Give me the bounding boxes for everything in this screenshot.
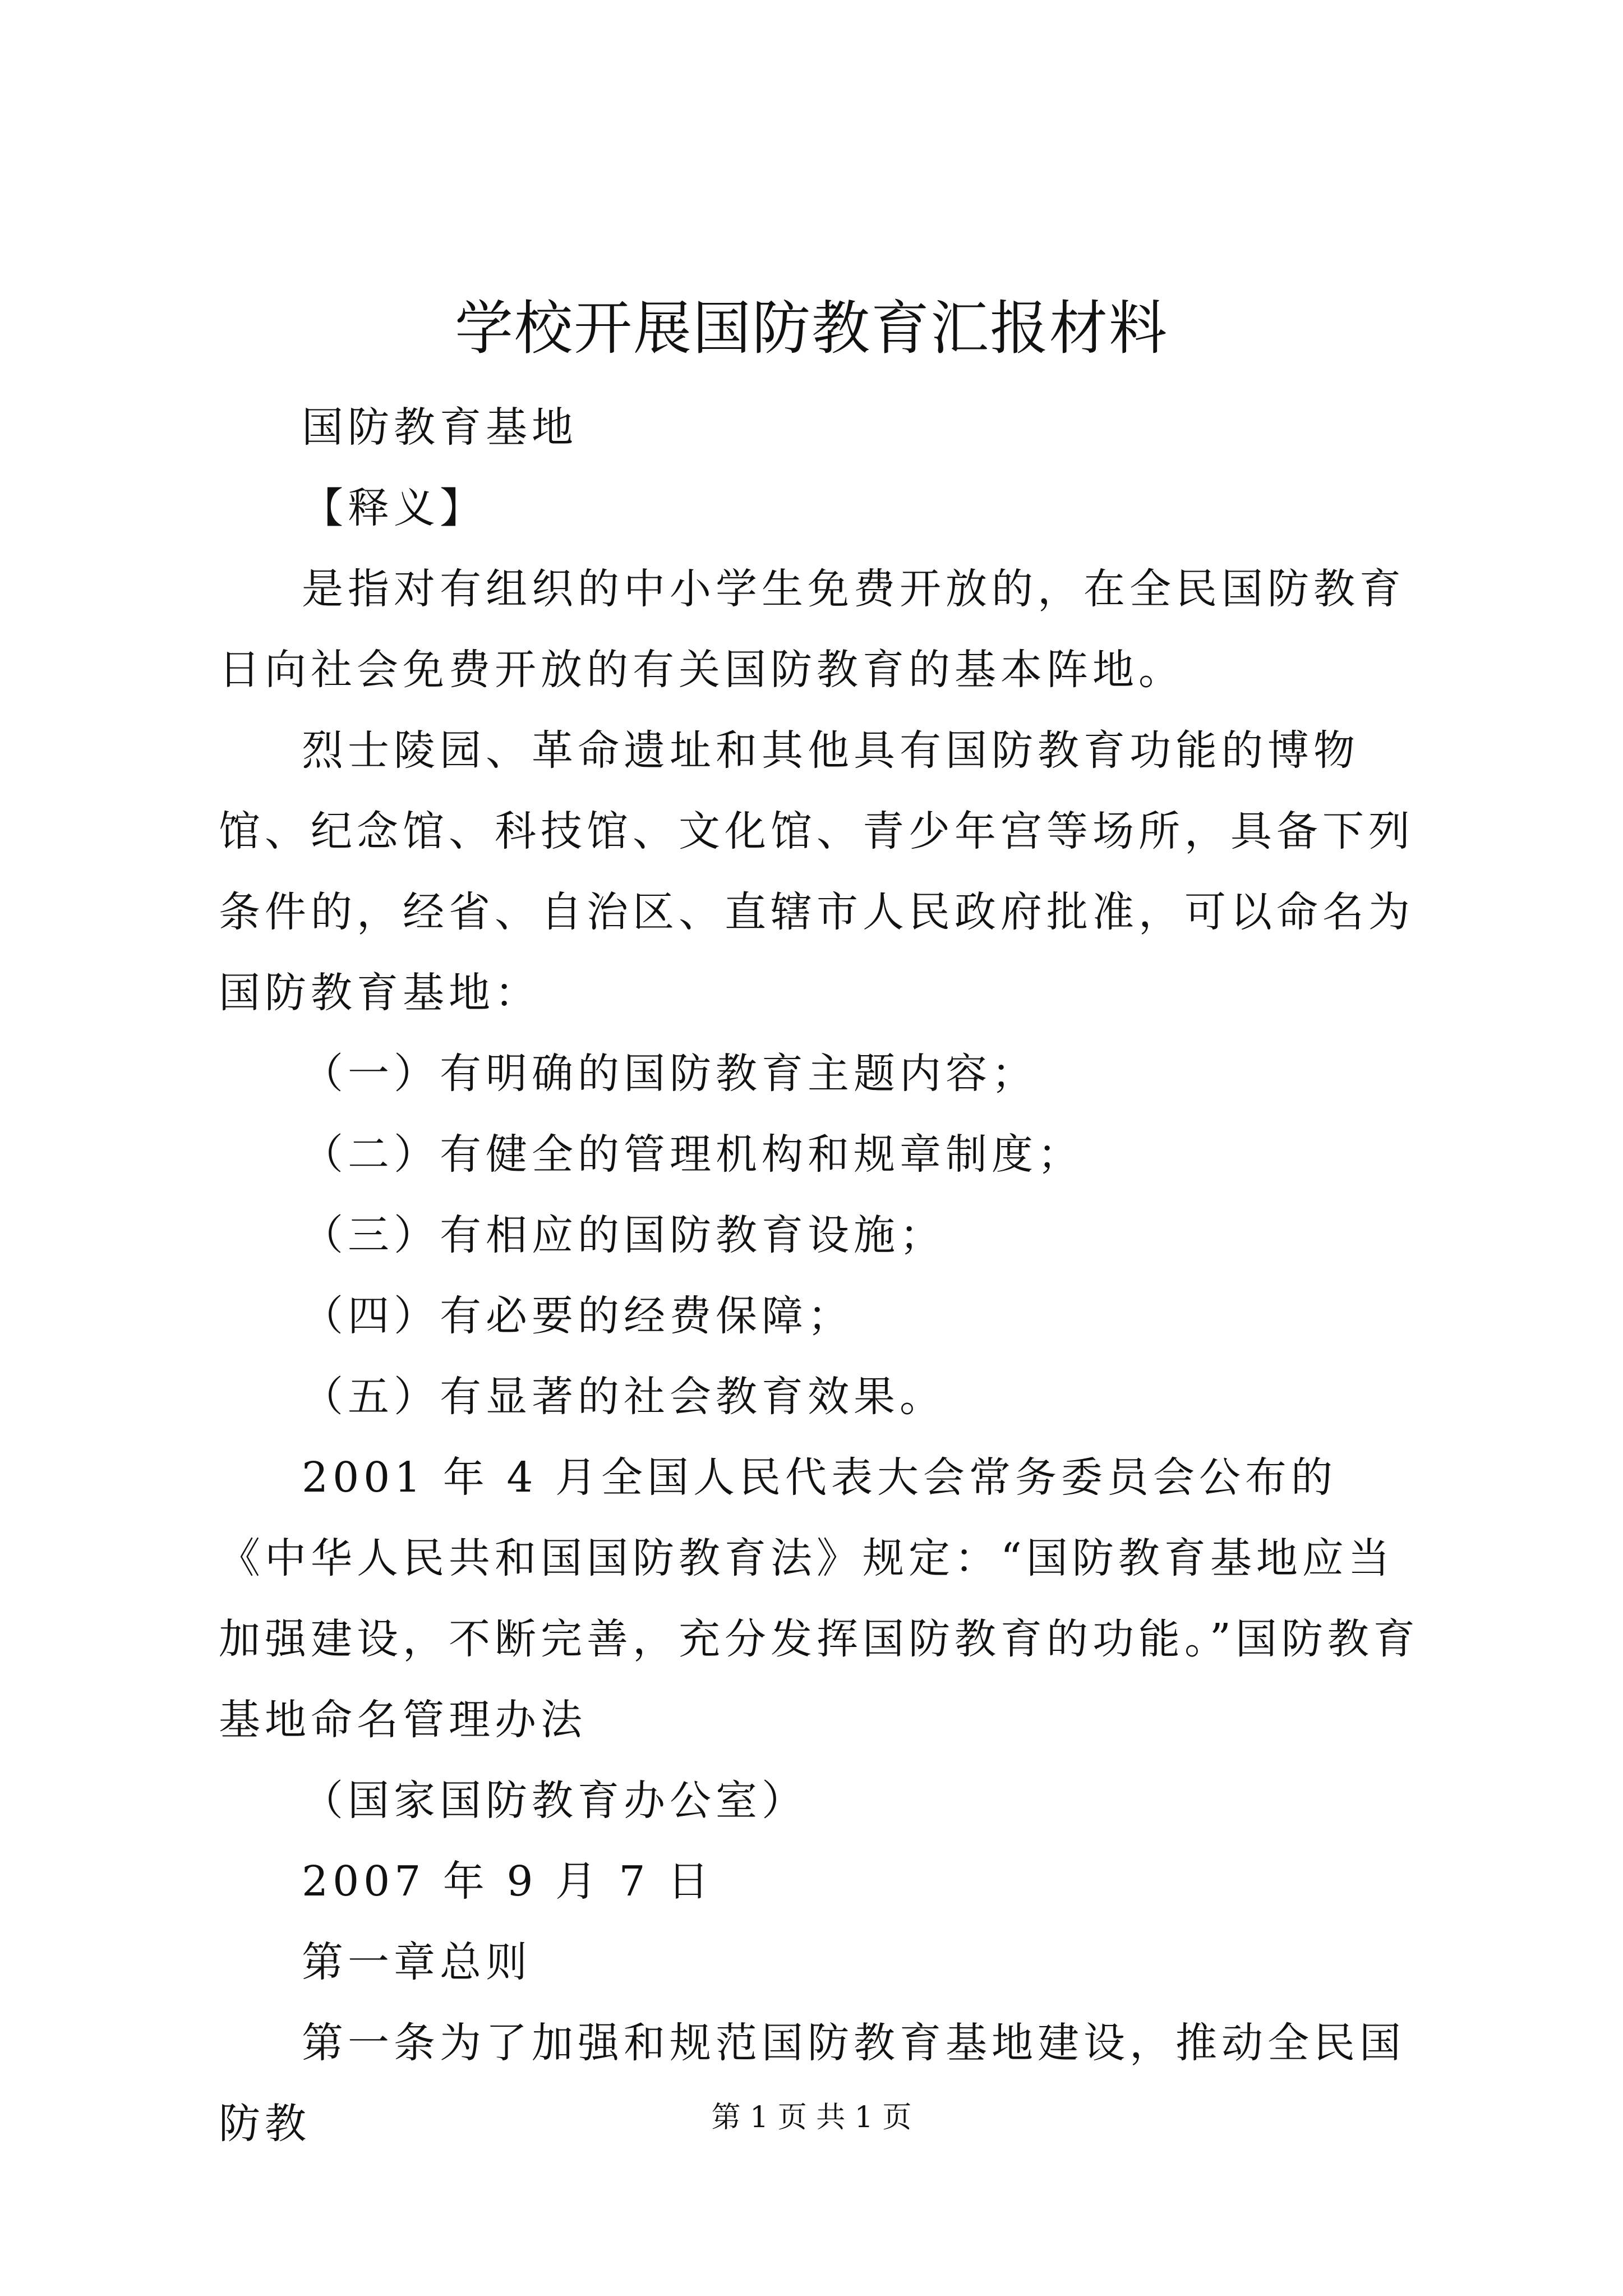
paragraph-chapter-heading: 第一章总则 (302, 1938, 532, 1986)
list-item-condition-4: （四）有必要的经费保障； (302, 1292, 854, 1340)
paragraph-conditions-intro: 烈士陵园、革命遗址和其他具有国防教育功能的博物馆、纪念馆、科技馆、文化馆、青少年宫等场所，具备下列条件的，经省、自治区、直辖市人民政府批准，可以命名为国防教育基地： (219, 726, 1414, 1017)
paragraph-article-1: 第一条为了加强和规范国防教育基地建设，推动全民国防教 (219, 2019, 1405, 2148)
paragraph-definition-label: 【释义】 (302, 484, 486, 532)
document-body (219, 387, 1424, 2164)
paragraph-issuer: （国家国防教育办公室） (302, 1777, 808, 1825)
page-footer: 第 1 页 共 1 页 (711, 2101, 912, 2134)
list-item-condition-3: （三）有相应的国防教育设施； (302, 1211, 946, 1259)
list-item-condition-5: （五）有显著的社会教育效果。 (302, 1373, 946, 1421)
paragraph-law-reference: 2001 年 4 月全国人民代表大会常务委员会公布的《中华人民共和国国防教育法》规定：“国防教育基地应当加强建设，不断完善，充分发挥国防教育的功能。”国防教育基地命名管理办法 (219, 1453, 1419, 1744)
list-item-condition-2: （二）有健全的管理机构和规章制度； (302, 1130, 1083, 1179)
paragraph-date: 2007 年 9 月 7 日 (302, 1857, 714, 1906)
paragraph-base-heading: 国防教育基地 (302, 403, 578, 452)
list-item-condition-1: （一）有明确的国防教育主题内容； (302, 1050, 1038, 1098)
paragraph-definition: 是指对有组织的中小学生免费开放的，在全民国防教育日向社会免费开放的有关国防教育的基本阵地。 (219, 565, 1405, 694)
document-title: 学校开展国防教育汇报材料 (454, 294, 1168, 362)
